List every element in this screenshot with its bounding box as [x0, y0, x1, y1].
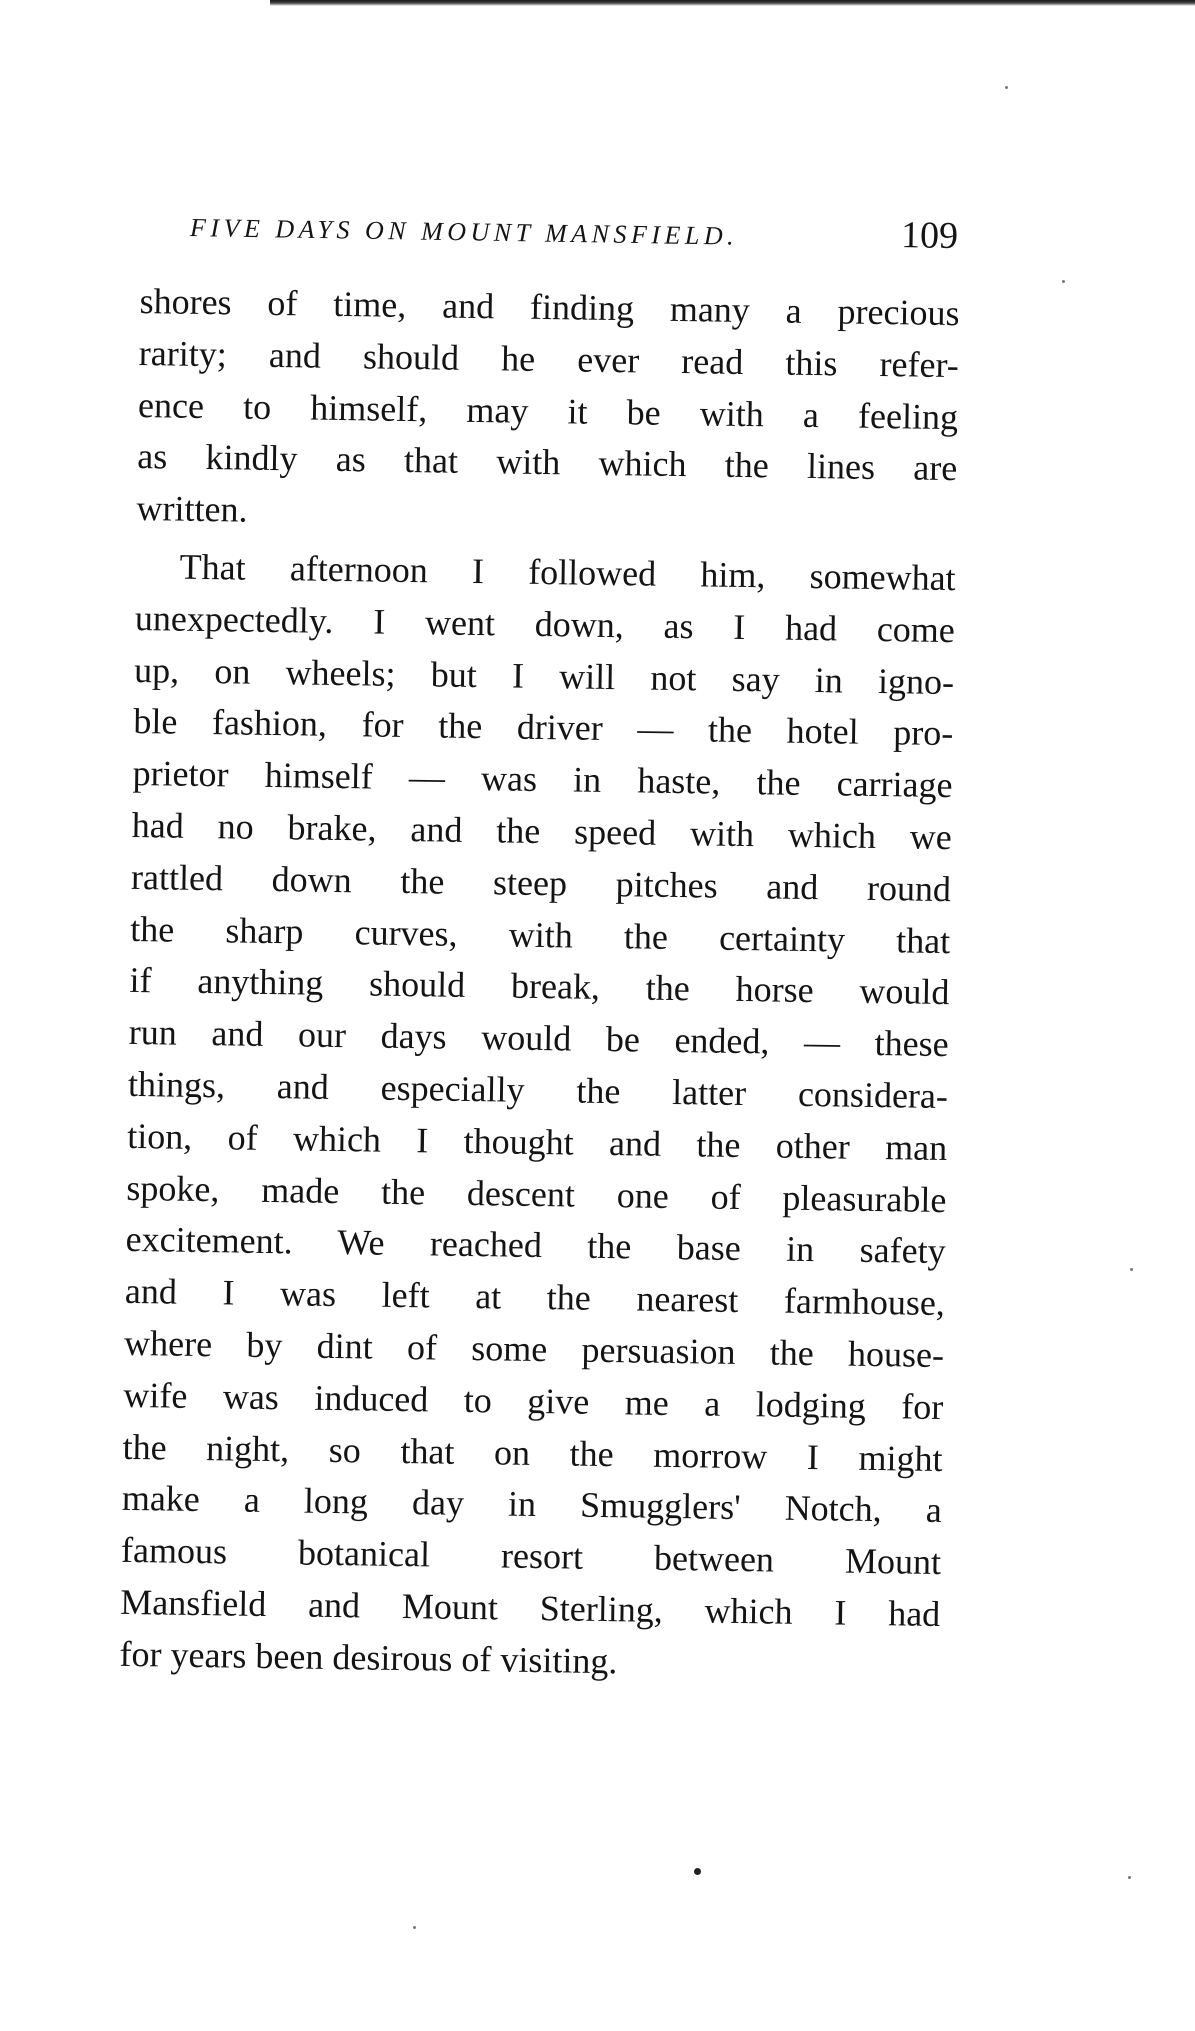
text-line: unexpectedly. I went down, as I had come [134, 597, 956, 650]
ink-speck [413, 1926, 416, 1929]
text-line: as kindly as that with which the lines are [137, 436, 958, 489]
text-line: tion, of which I thought and the other man [126, 1115, 948, 1168]
page-number: 109 [900, 214, 959, 258]
text-line: the sharp curves, with the certainty that [130, 908, 951, 961]
text-line: rarity; and should he ever read this refer- [138, 332, 960, 385]
ink-speck [1062, 280, 1065, 283]
ink-speck [694, 1868, 701, 1875]
text-line: rattled down the steep pitches and round [130, 856, 952, 909]
text-line: up, on wheels; but I will not say in igno- [133, 649, 955, 702]
text-line: excitement. We reached the base in safety [125, 1219, 946, 1272]
ink-speck [1005, 86, 1008, 89]
running-head [190, 202, 959, 270]
text-line: Mansfield and Mount Sterling, which I had [120, 1581, 941, 1634]
text-line: That afternoon I followed him, somewhat [179, 546, 956, 599]
text-line: prietor himself — was in haste, the carriage [132, 753, 953, 806]
text-line: ble fashion, for the driver — the hotel pro- [133, 701, 954, 754]
ink-speck [1130, 1268, 1133, 1271]
text-line: things, and especially the latter considera- [127, 1063, 949, 1117]
text-line: run and our days would be ended, — these [128, 1012, 949, 1065]
text-line: and I was left at the nearest farmhouse, [124, 1271, 946, 1324]
text-line: wife was induced to give me a lodging for [123, 1374, 944, 1427]
text-line: if anything should break, the horse would [129, 960, 950, 1013]
text-line: had no brake, and the speed with which we [131, 804, 953, 858]
text-line: the night, so that on the morrow I might [122, 1426, 943, 1479]
text-line: written. [136, 488, 248, 530]
text-line: where by dint of some persuasion the house- [123, 1322, 945, 1375]
text-line: famous botanical resort between Mount [120, 1529, 942, 1583]
text-line: ence to himself, may it be with a feeling [137, 384, 959, 437]
text-line: spoke, made the descent one of pleasurable [126, 1167, 947, 1220]
body-text [119, 276, 960, 1693]
text-line: shores of time, and finding many a precious [139, 280, 960, 334]
text-line: make a long day in Smugglers' Notch, a [121, 1478, 943, 1531]
ink-speck [1128, 1876, 1131, 1879]
text-line: for years been desirous of visiting. [119, 1633, 618, 1681]
running-title: FIVE DAYS ON MOUNT MANSFIELD. [189, 213, 739, 251]
